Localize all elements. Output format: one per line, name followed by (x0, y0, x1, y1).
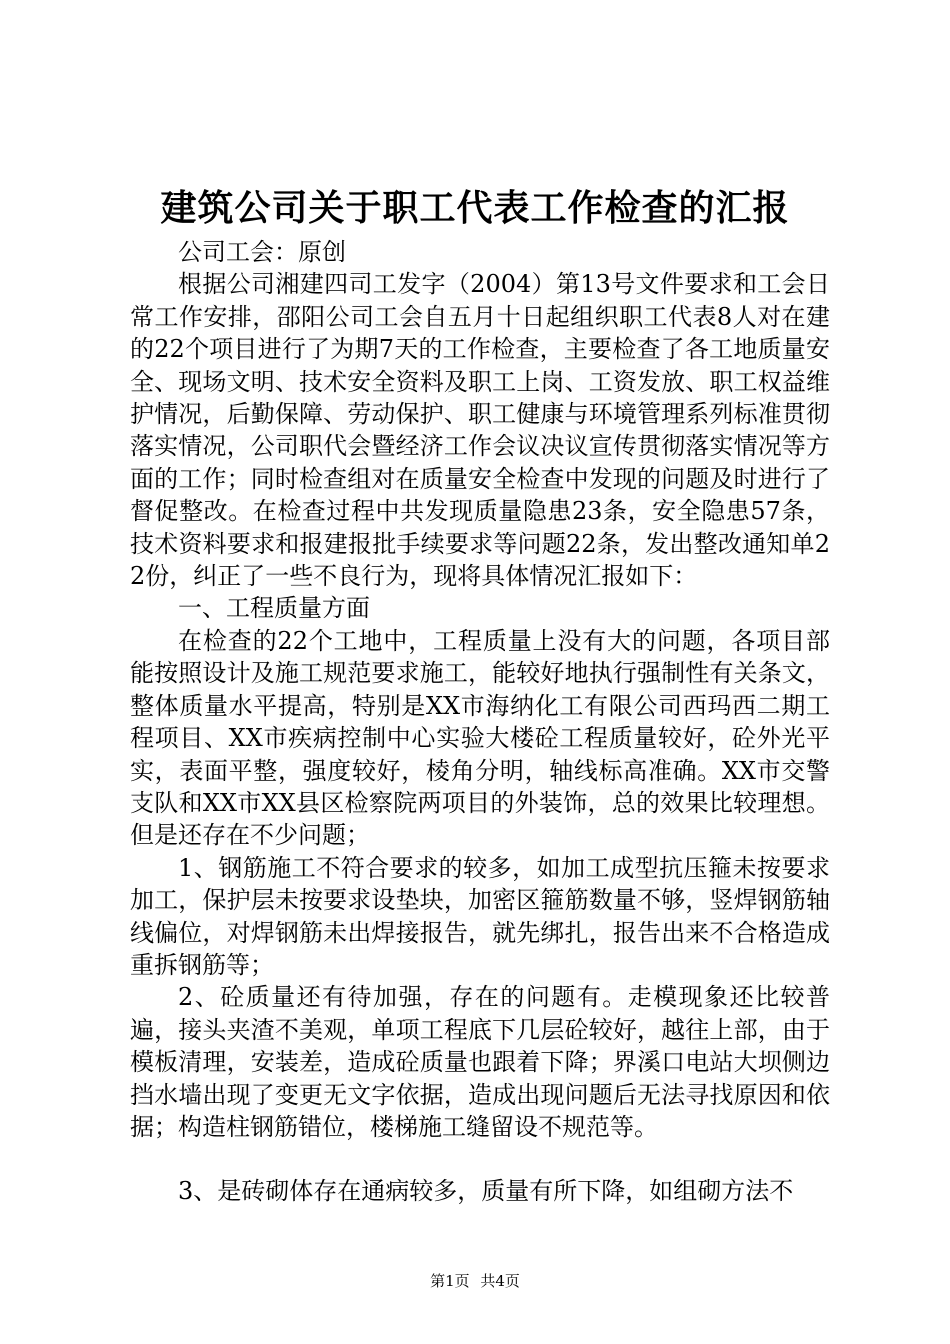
item-3-paragraph: 3、是砖砌体存在通病较多，质量有所下降，如组砌方法不 (178, 1177, 794, 1206)
document-title: 建筑公司关于职工代表工作检查的汇报 (160, 187, 790, 229)
intro-paragraph: 根据公司湘建四司工发字（2004）第13号文件要求和工会日常工作安排，邵阳公司工会自五月十日起组织职工代表8人对在建的22个项目进行了为期7天的工作检查，主要检查了各工地质量安全、现场文明、技术安全资料及职工上岗、工资发放、职工权益维护情况，后勤保障、劳动保护、职工健康与环境管理系列标准贯彻落实情况，公司职代会暨经济工作会议决议宣传贯彻落实情况等方面的工作；同时检查组对在质量安全检查中发现的问题及时进行了督促整改。在检查过程中共发现质量隐患23条，安全隐患57条，技术资料要求和报建报批手续要求等问题22条，发出整改通知单22份，纠正了一些不良行为，现将具体情况汇报如下： (130, 270, 830, 591)
page-total: 共4页 (480, 1272, 520, 1290)
author-line: 公司工会：原创 (178, 238, 346, 266)
item-2-paragraph: 2、砼质量还有待加强，存在的问题有。走模现象还比较普遍，接头夹渣不美观，单项工程底下几层砼较好，越往上部，由于模板清理，安装差，造成砼质量也跟着下降；界溪口电站大坝侧边挡水墙出现了变更无文字依据，造成出现问题后无法寻找原因和依据；构造柱钢筋错位，楼梯施工缝留设不规范等。 (130, 983, 830, 1141)
item-1-paragraph: 1、钢筋施工不符合要求的较多，如加工成型抗压箍未按要求加工，保护层未按要求设垫块，加密区箍筋数量不够，竖焊钢筋轴线偏位，对焊钢筋未出焊接报告，就先绑扎，报告出来不合格造成重拆钢筋等； (130, 853, 830, 979)
page-footer (0, 1270, 950, 1291)
section-heading: 一、工程质量方面 (178, 594, 370, 623)
page-number: 第1页 (430, 1272, 470, 1290)
document-body (130, 236, 830, 1208)
quality-paragraph: 在检查的22个工地中，工程质量上没有大的问题，各项目部能按照设计及施工规范要求施工，能较好地执行强制性有关条文，整体质量水平提高，特别是XX市海纳化工有限公司西玛西二期工程项目、XX市疾病控制中心实验大楼砼工程质量较好，砼外光平实，表面平整，强度较好，棱角分明，轴线标高准确。XX市交警支队和XX市XX县区检察院两项目的外装饰，总的效果比较理想。但是还存在不少问题； (130, 626, 830, 850)
